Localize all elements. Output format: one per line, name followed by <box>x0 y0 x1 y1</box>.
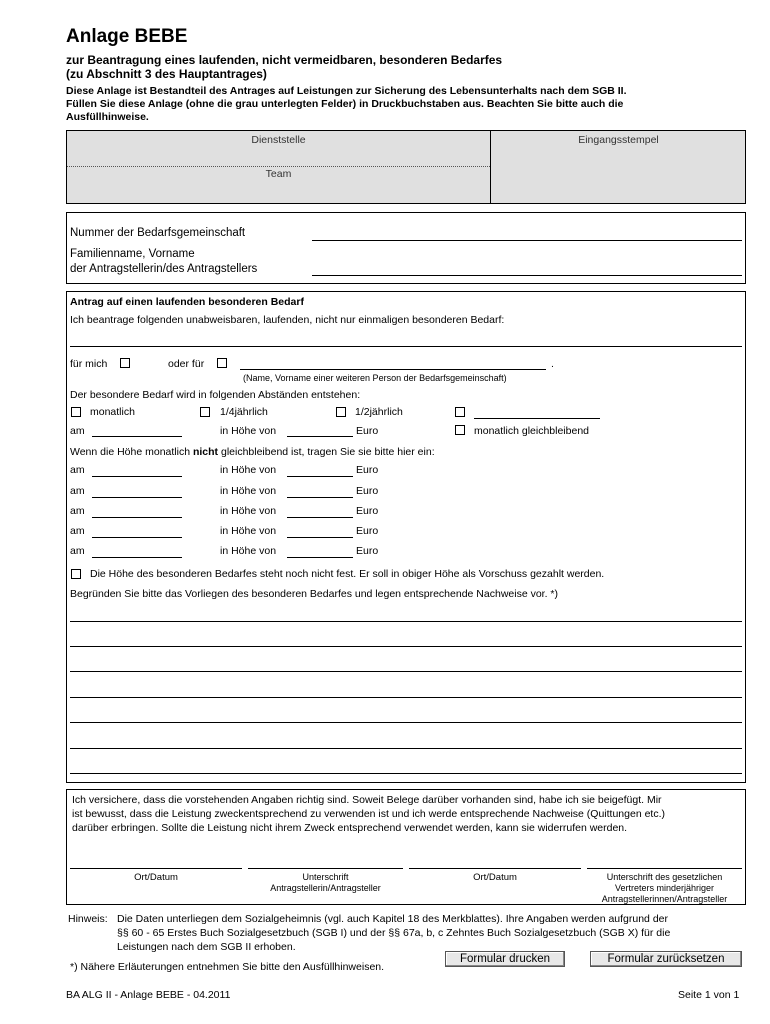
euro-label: Euro <box>356 545 379 557</box>
euro-label: Euro <box>356 505 379 517</box>
in-hoehe-von-label: in Höhe von <box>220 425 277 437</box>
reset-button[interactable]: Formular zurücksetzen <box>590 951 742 967</box>
am-label: am <box>70 545 85 557</box>
amount-field[interactable] <box>287 436 353 437</box>
euro-label: Euro <box>356 464 379 476</box>
other-person-field[interactable] <box>240 369 546 370</box>
declaration-line: darüber erbringen. Sollte die Leistung nicht ihrem Zweck entsprechend verwendet werden, kann sie widerrufen werden. <box>72 822 628 834</box>
form-subtitle <box>66 53 502 81</box>
ort-datum-field[interactable] <box>409 868 581 869</box>
in-hoehe-von-label: in Höhe von <box>220 525 277 537</box>
justification-text: Begründen Sie bitte das Vorliegen des besonderen Bedarfes und legen entsprechende Nachweise vor. *) <box>70 588 558 600</box>
date-field[interactable] <box>92 476 182 477</box>
date-field[interactable] <box>92 497 182 498</box>
other-interval-field[interactable] <box>474 418 600 419</box>
form-title: Anlage BEBE <box>66 26 188 47</box>
bg-number-label: Nummer der Bedarfsgemeinschaft <box>70 227 246 239</box>
amount-field[interactable] <box>287 517 353 518</box>
justification-line[interactable] <box>70 621 742 622</box>
bg-number-field[interactable] <box>312 240 742 241</box>
dot: . <box>551 358 554 370</box>
name-field[interactable] <box>312 275 742 276</box>
varying-text-a: Wenn die Höhe monatlich <box>70 446 193 458</box>
not-fixed-checkbox[interactable] <box>71 569 81 579</box>
dienststelle-label: Dienststelle <box>251 134 306 146</box>
intro-line: Füllen Sie diese Anlage (ohne die grau unterlegten Felder) in Druckbuchstaben aus. Beachten Sie bitte auch die <box>66 98 624 110</box>
varying-text-bold: nicht <box>192 446 219 458</box>
hinweis-line: Die Daten unterliegen dem Sozialgeheimnis (vgl. auch Kapitel 18 des Merkblattes). Ihre Angaben werden aufgrund der <box>117 913 668 925</box>
request-text: Ich beantrage folgenden unabweisbaren, laufenden, nicht nur einmaligen besonderen Bedarf: <box>70 314 505 326</box>
varying-text <box>70 446 435 458</box>
bedarf-field[interactable] <box>70 346 742 347</box>
name-label: der Antragstellerin/des Antragstellers <box>70 263 258 275</box>
date-field[interactable] <box>92 436 182 437</box>
euro-label: Euro <box>356 525 379 537</box>
am-label: am <box>70 525 85 537</box>
name-label: Familienname, Vorname <box>70 248 195 260</box>
team-separator <box>67 166 490 167</box>
in-hoehe-von-label: in Höhe von <box>220 505 277 517</box>
subtitle-line: (zu Abschnitt 3 des Hauptantrages) <box>66 67 267 81</box>
amount-field[interactable] <box>287 476 353 477</box>
justification-line[interactable] <box>70 773 742 774</box>
gleichbleibend-checkbox[interactable] <box>455 425 465 435</box>
amount-field[interactable] <box>287 497 353 498</box>
date-field[interactable] <box>92 537 182 538</box>
vierteljaehrlich-checkbox[interactable] <box>200 407 210 417</box>
declaration-line: Ich versichere, dass die vorstehenden Angaben richtig sind. Soweit Belege darüber vorhanden sind, habe ich sie beigefügt. Mir <box>72 794 662 806</box>
fuer-mich-checkbox[interactable] <box>120 358 130 368</box>
varying-text-b: gleichbleibend ist, tragen Sie sie bitte hier ein: <box>218 446 435 458</box>
team-label: Team <box>265 168 292 180</box>
ort-datum-label: Ort/Datum <box>473 872 517 883</box>
signature-applicant-line: Antragstellerin/Antragsteller <box>270 883 381 893</box>
intro-line: Ausfüllhinweise. <box>66 111 149 123</box>
footnote: *) Nähere Erläuterungen entnehmen Sie bitte den Ausfüllhinweisen. <box>70 961 385 973</box>
amount-field[interactable] <box>287 557 353 558</box>
signature-rep-line: Antragstellerinnen/Antragsteller <box>601 894 728 904</box>
date-field[interactable] <box>92 517 182 518</box>
monatlich-label: monatlich <box>90 406 135 418</box>
justification-line[interactable] <box>70 722 742 723</box>
ort-datum-label: Ort/Datum <box>134 872 178 883</box>
request-heading: Antrag auf einen laufenden besonderen Bedarf <box>70 296 304 308</box>
hinweis-label: Hinweis: <box>68 913 108 925</box>
print-button[interactable]: Formular drucken <box>445 951 565 967</box>
oder-fuer-checkbox[interactable] <box>217 358 227 368</box>
signature-applicant-field[interactable] <box>248 868 403 869</box>
hinweis-line: §§ 60 - 65 Erstes Buch Sozialgesetzbuch (SGB I) und der §§ 67a, b, c Zehntes Buch Sozialgesetzbuch (SGB X) für die <box>117 927 671 939</box>
am-label: am <box>70 485 85 497</box>
am-label: am <box>70 505 85 517</box>
intro-text <box>66 85 746 124</box>
eingangsstempel-label: Eingangsstempel <box>578 134 659 146</box>
justification-line[interactable] <box>70 697 742 698</box>
signature-applicant-label <box>248 872 403 894</box>
signature-rep-line: Unterschrift des gesetzlichen <box>606 872 723 882</box>
halbjaehrlich-label: 1/2jährlich <box>355 406 403 418</box>
declaration-line: ist bewusst, dass die Leistung zweckentsprechend zu verwenden ist und ich werde entsprechende Nachweise (Quittungen etc.) <box>72 808 665 820</box>
am-label: am <box>70 425 85 437</box>
interval-text: Der besondere Bedarf wird in folgenden Abständen entstehen: <box>70 389 361 401</box>
gleichbleibend-label: monatlich gleichbleibend <box>474 425 589 437</box>
date-field[interactable] <box>92 557 182 558</box>
justification-line[interactable] <box>70 748 742 749</box>
person-hint: (Name, Vorname einer weiteren Person der Bedarfsgemeinschaft) <box>243 373 507 383</box>
page-number: Seite 1 von 1 <box>678 989 740 1001</box>
monatlich-checkbox[interactable] <box>71 407 81 417</box>
ort-datum-field[interactable] <box>70 868 242 869</box>
in-hoehe-von-label: in Höhe von <box>220 485 277 497</box>
subtitle-line: zur Beantragung eines laufenden, nicht vermeidbaren, besonderen Bedarfes <box>66 53 503 67</box>
form-id: BA ALG II - Anlage BEBE - 04.2011 <box>66 989 231 1001</box>
signature-rep-field[interactable] <box>587 868 742 869</box>
euro-label: Euro <box>356 485 379 497</box>
not-fixed-text: Die Höhe des besonderen Bedarfes steht noch nicht fest. Er soll in obiger Höhe als Vorschuss gezahlt werden. <box>90 568 605 580</box>
amount-field[interactable] <box>287 537 353 538</box>
justification-line[interactable] <box>70 671 742 672</box>
am-label: am <box>70 464 85 476</box>
signature-applicant-line: Unterschrift <box>302 872 349 882</box>
euro-label: Euro <box>356 425 379 437</box>
in-hoehe-von-label: in Höhe von <box>220 545 277 557</box>
signature-rep-label <box>587 872 742 905</box>
justification-line[interactable] <box>70 646 742 647</box>
hinweis-line: Leistungen nach dem SGB II erhoben. <box>117 941 296 953</box>
in-hoehe-von-label: in Höhe von <box>220 464 277 476</box>
fuer-mich-label: für mich <box>70 358 108 370</box>
signature-rep-line: Vertreters minderjähriger <box>614 883 715 893</box>
vierteljaehrlich-label: 1/4jährlich <box>220 406 268 418</box>
oder-fuer-label: oder für <box>168 358 205 370</box>
halbjaehrlich-checkbox[interactable] <box>336 407 346 417</box>
other-interval-checkbox[interactable] <box>455 407 465 417</box>
intro-line: Diese Anlage ist Bestandteil des Antrages auf Leistungen zur Sicherung des Lebensunterhalts nach dem SGB II. <box>66 85 627 97</box>
